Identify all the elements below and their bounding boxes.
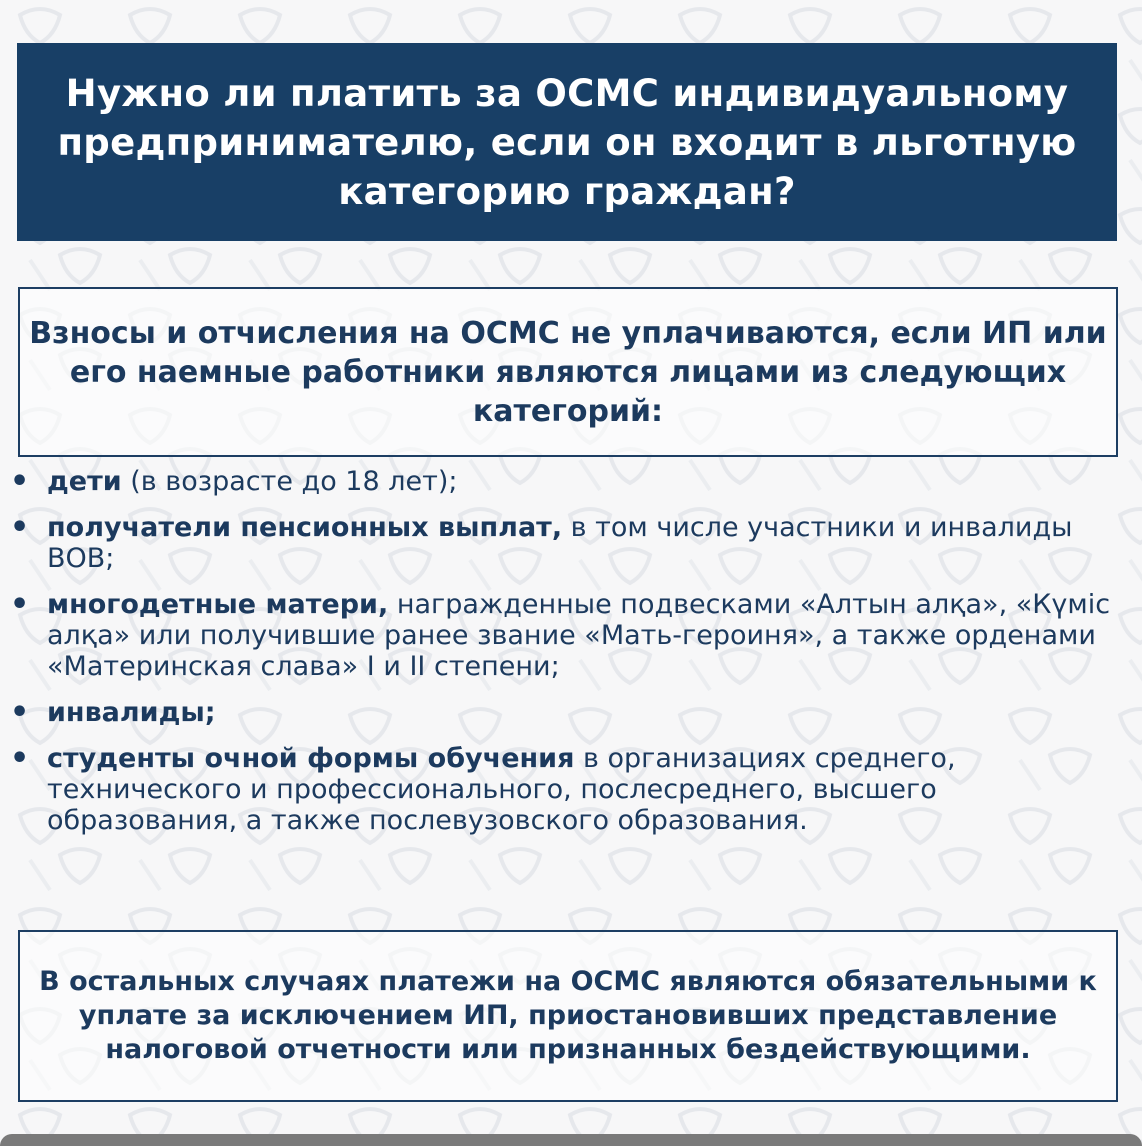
category-bold: многодетные матери, — [47, 589, 389, 620]
bullet-icon: • — [10, 741, 30, 776]
category-text: в том числе участники и инвалиды ВОВ; — [47, 512, 1073, 574]
closing-text: В остальных случаях платежи на ОСМС являются обязательными к уплате за исключением ИП, приостановивших представление налоговой отчетности или признанных бездействующими. — [39, 966, 1097, 1065]
list-item — [0, 697, 1120, 728]
category-bold: инвалиды; — [47, 697, 216, 728]
bottom-edge — [0, 1134, 1142, 1146]
bullet-icon: • — [10, 464, 30, 499]
list-item — [0, 743, 1120, 836]
bullet-icon: • — [10, 510, 30, 545]
list-item — [0, 512, 1120, 574]
title-banner — [17, 43, 1117, 241]
category-bold: получатели пенсионных выплат, — [47, 512, 563, 543]
bullet-icon: • — [10, 695, 30, 730]
closing-box — [18, 930, 1118, 1102]
intro-text: Взносы и отчисления на ОСМС не уплачиваются, если ИП или его наемные работники являются лицами из следующих категорий: — [29, 315, 1107, 429]
bullet-icon: • — [10, 587, 30, 622]
category-bold: дети — [47, 466, 122, 497]
category-text: (в возрасте до 18 лет); — [121, 466, 458, 497]
list-item — [0, 466, 1120, 497]
list-item — [0, 589, 1120, 682]
category-text: в организациях среднего, технического и профессионального, послесреднего, высшего образования, а также послевузовского образования. — [47, 743, 956, 836]
intro-box — [18, 287, 1118, 457]
category-list — [0, 466, 1120, 851]
category-bold: студенты очной формы обучения — [47, 743, 575, 774]
page-title: Нужно ли платить за ОСМС индивидуальному предпринимателю, если он входит в льготную категорию граждан? — [57, 71, 1077, 213]
category-text: награжденные подвесками «Алтын алқа», «Күміс алқа» или получившие ранее звание «Мать-героиня», а также орденами «Материнская слава» I и II степени; — [47, 589, 1111, 682]
